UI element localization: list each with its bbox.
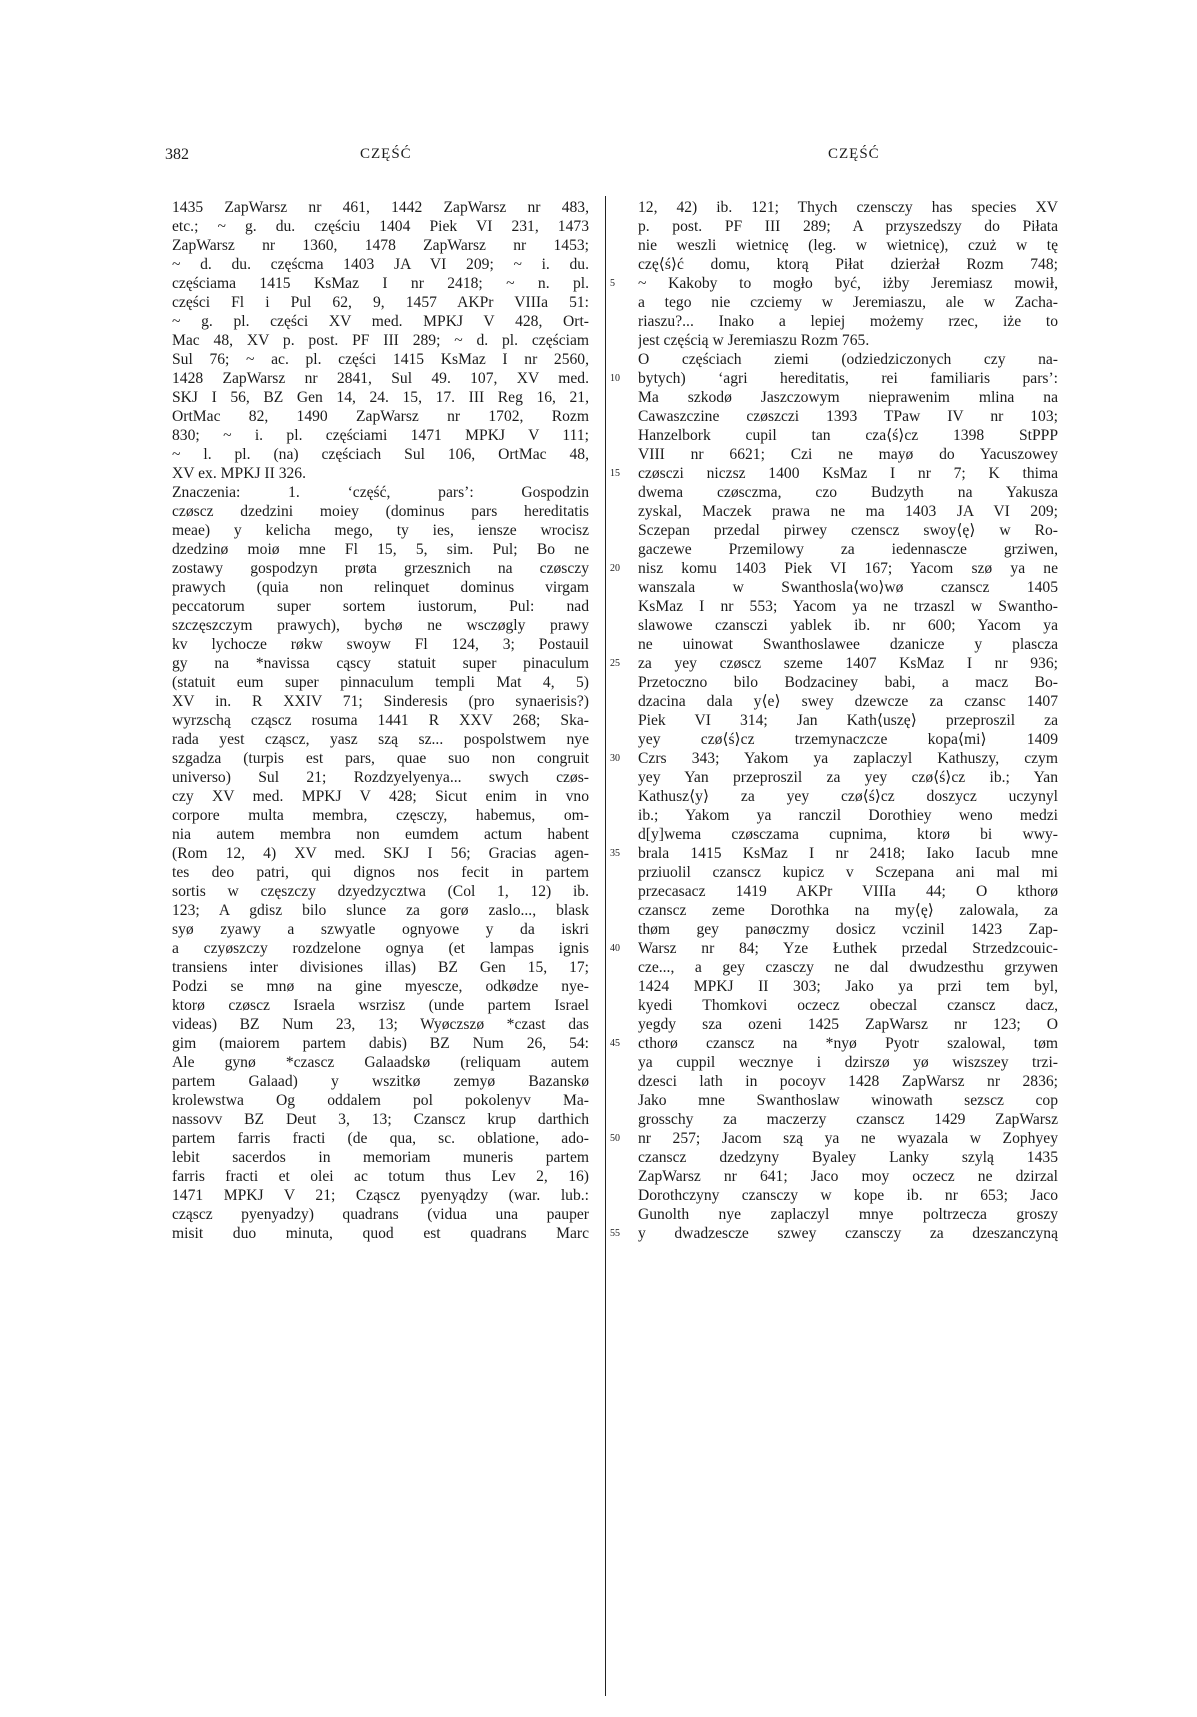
text-line: za yey czøscz szeme 1407 KsMaz I nr 936;: [638, 655, 1058, 672]
text-line: XV ex. MPKJ II 326.: [172, 465, 306, 482]
text-line: ZapWarsz nr 1360, 1478 ZapWarsz nr 1453;: [172, 237, 589, 254]
text-line: meae) y kelicha mego, ty ies, iensze wrocisz: [172, 522, 589, 539]
text-line: częściama 1415 KsMaz I nr 2418; ~ n. pl.: [172, 275, 589, 292]
text-line: thøm gey panøczmy dosicz vczinil 1423 Zap-: [638, 921, 1058, 938]
text-line: 830; ~ i. pl. częściami 1471 MPKJ V 111;: [172, 427, 589, 444]
line-number: 25: [610, 658, 620, 669]
text-line: Przetoczno bilo Bodzaciney babi, a macz Bo-: [638, 674, 1058, 691]
text-line: p. post. PF III 289; A przyszedszy do Piłata: [638, 218, 1058, 235]
text-line: wyrzschą cząscz rosuma 1441 R XXV 268; Ska-: [172, 712, 589, 729]
text-line: grosschy za maczerzy czanscz 1429 ZapWarsz: [638, 1111, 1058, 1128]
text-line: cthorø czanscz na *nyø Pyotr szalowal, tøm: [638, 1035, 1058, 1052]
text-line: Mac 48, XV p. post. PF III 289; ~ d. pl. częściam: [172, 332, 589, 349]
text-line: OrtMac 82, 1490 ZapWarsz nr 1702, Rozm: [172, 408, 589, 425]
text-line: Sul 76; ~ ac. pl. części 1415 KsMaz I nr 2560,: [172, 351, 589, 368]
text-line: szczęszczym prawych), bychø ne wsczøgly prawy: [172, 617, 589, 634]
text-line: ktorø czøscz Israela wsrzisz (unde partem Israel: [172, 997, 589, 1014]
text-line: zyskal, Maczek prawa ne ma 1403 JA VI 209;: [638, 503, 1058, 520]
text-line: 12, 42) ib. 121; Thych czensczy has species XV: [638, 199, 1058, 216]
text-line: przecasacz 1419 AKPr VIIIa 44; O kthorø: [638, 883, 1058, 900]
running-head-right: CZĘŚĆ: [828, 146, 880, 162]
text-line: farris fracti et olei ac totum thus Lev 2, 16): [172, 1168, 589, 1185]
text-line: yey czø⟨ś⟩cz trzemynaczcze kopa⟨mi⟩ 1409: [638, 731, 1058, 748]
text-line: SKJ I 56, BZ Gen 14, 24. 15, 17. III Reg 16, 21,: [172, 389, 589, 406]
text-line: syø zyawy a szwyatle ognyowe y da iskri: [172, 921, 589, 938]
text-line: nassovv BZ Deut 3, 13; Czanscz krup darthich: [172, 1111, 589, 1128]
text-line: ne uinowat Swanthoslawee dzanicze y plascza: [638, 636, 1058, 653]
text-line: rada yest cząscz, yasz szą sz... pospolstwem nye: [172, 731, 589, 748]
text-line: dzedzinø moiø mne Fl 15, 5, sim. Pul; Bo ne: [172, 541, 589, 558]
text-line: ya cuppil wecznye i dzirszø yø wiszszey trzi-: [638, 1054, 1058, 1071]
text-line: bytych) ‘agri hereditatis, rei familiaris pars’:: [638, 370, 1058, 387]
text-line: (Rom 12, 4) XV med. SKJ I 56; Gracias agen-: [172, 845, 589, 862]
text-line: slawowe czansczi yablek ib. nr 600; Yacom ya: [638, 617, 1058, 634]
line-number: 35: [610, 848, 620, 859]
text-line: ib.; Yakom ya ranczil Dorothiey weno medzi: [638, 807, 1058, 824]
text-line: czanscz zeme Dorothka na my⟨ę⟩ zalowala, za: [638, 902, 1058, 919]
text-line: nisz komu 1403 Piek VI 167; Yacom szø ya ne: [638, 560, 1058, 577]
text-line: Znaczenia: 1. ‘część, pars’: Gospodzin: [172, 484, 589, 501]
text-line: nia autem membra non eumdem actum habent: [172, 826, 589, 843]
line-number: 10: [610, 373, 620, 384]
text-line: KsMaz I nr 553; Yacom ya ne trzaszl w Swantho-: [638, 598, 1058, 615]
text-line: części Fl i Pul 62, 9, 1457 AKPr VIIIa 51:: [172, 294, 589, 311]
text-line: riaszu?... Inako a lepiej możemy rzec, iże to: [638, 313, 1058, 330]
text-line: kyedi Thomkovi oczecz obeczal czanscz dacz,: [638, 997, 1058, 1014]
text-line: sortis w częszczy dzyedzycztwa (Col 1, 12) ib.: [172, 883, 589, 900]
text-line: ~ d. du. częścma 1403 JA VI 209; ~ i. du.: [172, 256, 589, 273]
text-line: dwema czøsczma, czo Budzyth na Yakusza: [638, 484, 1058, 501]
text-line: czøscz dzedzini moiey (dominus pars hereditatis: [172, 503, 589, 520]
text-line: misit duo minuta, quod est quadrans Marc: [172, 1225, 589, 1242]
text-line: Gunolth nye zaplaczyl mnye poltrzecza groszy: [638, 1206, 1058, 1223]
text-line: cze..., a gey czasczy ne dal dwudzesthu grzywen: [638, 959, 1058, 976]
text-line: transiens inter divisiones illas) BZ Gen 15, 17;: [172, 959, 589, 976]
text-line: dzacina dala y⟨e⟩ swey dzewcze za czansc 1407: [638, 693, 1058, 710]
text-line: czy XV med. MPKJ V 428; Sicut enim in vno: [172, 788, 589, 805]
line-number: 30: [610, 753, 620, 764]
text-line: kv lychocze røkw swoyw Fl 124, 3; Postauil: [172, 636, 589, 653]
text-line: prziuolil czanscz kupicz v Sczepana ani mal mi: [638, 864, 1058, 881]
text-line: yey Yan przeproszil za yey czø⟨ś⟩cz ib.; Yan: [638, 769, 1058, 786]
text-line: czøsczi niczsz 1400 KsMaz I nr 7; K thima: [638, 465, 1058, 482]
text-line: y dwadzescze szwey czansczy za dzeszanczyną: [638, 1225, 1058, 1242]
text-line: yegdy sza ozeni 1425 ZapWarsz nr 123; O: [638, 1016, 1058, 1033]
text-line: cząscz pyenyadzy) quadrans (vidua una pauper: [172, 1206, 589, 1223]
text-line: d[y]wema czøsczama cupnima, ktorø bi wwy-: [638, 826, 1058, 843]
running-head-left: CZĘŚĆ: [360, 146, 412, 162]
text-line: 123; A gdisz bilo slunce za gorø zaslo..., blask: [172, 902, 589, 919]
text-line: jest częścią w Jeremiaszu Rozm 765.: [638, 332, 870, 349]
text-line: Dorothczyny czansczy w kope ib. nr 653; Jaco: [638, 1187, 1058, 1204]
text-line: Jako mne Swanthoslaw winowath sezscz cop: [638, 1092, 1058, 1109]
text-line: Czrs 343; Yakom ya zaplaczyl Kathuszy, czym: [638, 750, 1058, 767]
text-line: corpore multa membra, częsczy, habemus, om-: [172, 807, 589, 824]
text-line: Ma szkodø Jaszczowym nieprawenim mlina na: [638, 389, 1058, 406]
text-line: czę⟨ś⟩ć domu, ktorą Piłat dzierżał Rozm 748;: [638, 256, 1058, 273]
text-line: gim (maiorem partem dabis) BZ Num 26, 54:: [172, 1035, 589, 1052]
text-line: nr 257; Jacom szą ya ne wyazala w Zophyey: [638, 1130, 1058, 1147]
text-line: 1428 ZapWarsz nr 2841, Sul 49. 107, XV med.: [172, 370, 589, 387]
text-line: Podzi se mnø na gine myescze, odkødze nye-: [172, 978, 589, 995]
text-line: Hanzelbork cupil tan cza⟨ś⟩cz 1398 StPPP: [638, 427, 1058, 444]
left-column: [172, 198, 589, 1243]
text-line: videas) BZ Num 23, 13; Wyøczszø *czast das: [172, 1016, 589, 1033]
text-line: a czyøszczy rozdzelone ognya (et lampas ignis: [172, 940, 589, 957]
text-line: etc.; ~ g. du. częściu 1404 Piek VI 231, 1473: [172, 218, 589, 235]
text-line: partem Galaad) y wszitkø zemyø Bazanskø: [172, 1073, 589, 1090]
text-line: O częściach ziemi (odziedziczonych czy na-: [638, 351, 1058, 368]
text-line: lebit sacerdos in memoriam muneris partem: [172, 1149, 589, 1166]
text-line: dzesci lath in pocoyv 1428 ZapWarsz nr 2836;: [638, 1073, 1058, 1090]
text-line: a tego nie czciemy w Jeremiaszu, ale w Zacha-: [638, 294, 1058, 311]
line-number: 50: [610, 1133, 620, 1144]
text-line: Piek VI 314; Jan Kath⟨uszę⟩ przeproszil za: [638, 712, 1058, 729]
text-line: ~ g. pl. części XV med. MPKJ V 428, Ort-: [172, 313, 589, 330]
text-line: Sczepan przedal pirwey czenscz swoy⟨ę⟩ w Ro-: [638, 522, 1058, 539]
text-line: czanscz dzedzyny Byaley Lanky szylą 1435: [638, 1149, 1058, 1166]
line-number: 20: [610, 563, 620, 574]
text-line: Kathusz⟨y⟩ za yey czø⟨ś⟩cz doszycz uczynyl: [638, 788, 1058, 805]
text-line: VIII nr 6621; Czi ne mayø do Yacuszowey: [638, 446, 1058, 463]
text-line: Warsz nr 84; Yze Łuthek przedal Strzedzcouic-: [638, 940, 1058, 957]
text-line: (statuit eum super pinnaculum templi Mat 4, 5): [172, 674, 589, 691]
text-line: nie weszli wietnicę (leg. w wietnicę), czuż w tę: [638, 237, 1058, 254]
line-number: 5: [610, 278, 615, 289]
text-line: gaczewe Przemilowy za iedennascze grziwen,: [638, 541, 1058, 558]
text-line: prawych (quia non relinquet dominus virgam: [172, 579, 589, 596]
text-line: zostawy gospodzyn prøta grzesznich na czøsczy: [172, 560, 589, 577]
text-line: partem farris fracti (de qua, sc. oblatione, ado-: [172, 1130, 589, 1147]
page-number: 382: [165, 146, 189, 163]
column-rule: [605, 196, 606, 1696]
text-line: wanszala w Swanthosla⟨wo⟩wø czanscz 1405: [638, 579, 1058, 596]
line-number: 40: [610, 943, 620, 954]
line-number: 15: [610, 468, 620, 479]
text-line: universo) Sul 21; Rozdzyelyenya... swych czøs-: [172, 769, 589, 786]
text-line: XV in. R XXIV 71; Sinderesis (pro synaerisis?): [172, 693, 589, 710]
text-line: 1424 MPKJ II 303; Jako ya przi tem byl,: [638, 978, 1058, 995]
right-column: [638, 198, 1058, 1243]
text-line: krolewstwa Og oddalem pol pokolenyv Ma-: [172, 1092, 589, 1109]
text-line: peccatorum super sortem iustorum, Pul: nad: [172, 598, 589, 615]
text-line: szgadza (turpis est pars, quae suo non congruit: [172, 750, 589, 767]
text-line: brala 1415 KsMaz I nr 2418; Iako Iacub mne: [638, 845, 1058, 862]
text-line: gy na *navissa cąscy statuit super pinaculum: [172, 655, 589, 672]
text-line: 1435 ZapWarsz nr 461, 1442 ZapWarsz nr 483,: [172, 199, 589, 216]
text-line: tes deo patri, qui dignos nos fecit in partem: [172, 864, 589, 881]
text-line: Cawaszczine czøszczi 1393 TPaw IV nr 103;: [638, 408, 1058, 425]
line-number: 55: [610, 1228, 620, 1239]
text-line: 1471 MPKJ V 21; Cząscz pyenyądzy (war. lub.:: [172, 1187, 589, 1204]
text-line: ~ l. pl. (na) częściach Sul 106, OrtMac 48,: [172, 446, 589, 463]
line-number: 45: [610, 1038, 620, 1049]
text-line: ~ Kakoby to mogło być, iżby Jeremiasz mowił,: [638, 275, 1058, 292]
text-line: Ale gynø *czascz Galaadskø (reliquam autem: [172, 1054, 589, 1071]
text-line: ZapWarsz nr 641; Jaco moy oczecz ne dzirzal: [638, 1168, 1058, 1185]
